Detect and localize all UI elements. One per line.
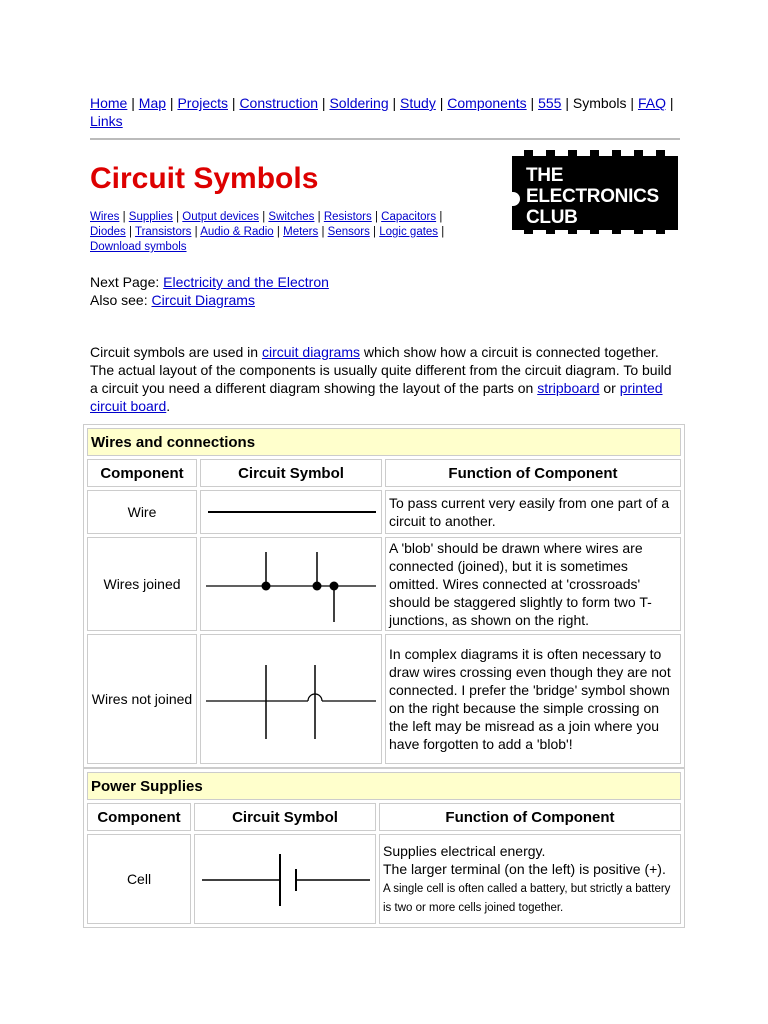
stripboard-link[interactable]: stripboard [537,380,600,396]
column-header-symbol: Circuit Symbol [194,803,376,831]
wires-connections-table [83,424,685,768]
subnav-link-download-symbols[interactable]: Download symbols [90,241,187,253]
nav-link-study[interactable]: Study [400,95,436,111]
intro-paragraph [90,343,680,415]
subnav-link-supplies[interactable]: Supplies [128,211,173,223]
chip-notch [512,192,520,206]
column-header-symbol: Circuit Symbol [200,459,382,487]
nav-link-faq[interactable]: FAQ [637,95,666,111]
subnav-link-transistors[interactable]: Transistors [134,226,192,238]
subnav-link-capacitors[interactable]: Capacitors [381,211,437,223]
divider [90,138,680,140]
next-page-block [90,273,680,309]
page-title: Circuit Symbols [90,162,319,195]
nav-link-construction[interactable]: Construction [239,95,319,111]
function-line: The larger terminal (on the left) is positive (+). [383,861,666,877]
function-text: In complex diagrams it is often necessary to draw wires crossing even though they are not connected. I prefer the 'bridge' symbol shown on the right because the simple crossing on the left may be misread as a join where you have forgotten to add a 'blob'! [385,634,681,764]
nav-link-home[interactable]: Home [90,95,128,111]
function-note: A single cell is often called a battery, but strictly a battery is two or more cells joined together. [383,883,671,914]
next-page-link[interactable]: Electricity and the Electron [163,274,329,290]
top-navigation: Home | Map | Projects | Construction | Soldering | Study | Components | 555 | Symbols | FAQ | Links [90,95,674,129]
wire-symbol-icon [200,490,382,534]
nav-link-soldering[interactable]: Soldering [329,95,389,111]
wires-joined-symbol-icon [200,537,382,631]
subnav-link-sensors[interactable]: Sensors [327,226,370,238]
table-row [87,537,681,631]
pcb-link[interactable]: printed circuit board [90,380,663,414]
also-see-link[interactable]: Circuit Diagrams [151,292,255,308]
section-navigation: Wires | Supplies | Output devices | Switches | Resistors | Capacitors | Diodes | Transistors | Audio & Radio | Meters | Sensors | Logic gates | Download symbols [90,211,445,253]
function-line: Supplies electrical energy. [383,843,546,859]
subnav-link-logic-gates[interactable]: Logic gates [379,226,439,238]
component-name: Wires not joined [87,634,197,764]
column-header-component: Component [87,459,197,487]
logo-text: THE ELECTRONICS CLUB [526,165,659,228]
table-row [87,834,681,924]
component-name: Wire [87,490,197,534]
function-text [379,834,681,924]
column-header-component: Component [87,803,191,831]
subnav-link-wires[interactable]: Wires [90,211,120,223]
chip-body [512,156,678,230]
power-supplies-table [83,768,685,928]
nav-link-components[interactable]: Components [447,95,527,111]
circuit-diagrams-link[interactable]: circuit diagrams [261,344,360,360]
column-header-function: Function of Component [385,459,681,487]
function-text: To pass current very easily from one part of a circuit to another. [385,490,681,534]
subnav-link-meters[interactable]: Meters [283,226,319,238]
next-page-label: Next Page: [90,274,160,290]
cell-symbol-icon [194,834,376,924]
section-title-power: Power Supplies [87,772,681,800]
subnav-link-audio-radio[interactable]: Audio & Radio [200,226,274,238]
table-row [87,634,681,764]
component-name: Wires joined [87,537,197,631]
section-title-wires: Wires and connections [87,428,681,456]
wires-not-joined-symbol-icon [200,634,382,764]
nav-link-links[interactable]: Links [90,113,123,129]
also-see-label: Also see: [90,292,148,308]
subnav-link-switches[interactable]: Switches [268,211,315,223]
intro-text: Circuit symbols are used in [90,344,262,360]
nav-current-symbols: Symbols [572,95,627,111]
nav-link-projects[interactable]: Projects [177,95,229,111]
intro-text: which show how a circuit is connected together. The actual layout of the components is usually quite different from the circuit diagram. To build a circuit you need a different diagram showing the layout of the parts on [90,344,672,396]
intro-text: . [166,398,171,414]
column-header-function: Function of Component [379,803,681,831]
intro-text: or [599,380,620,396]
electronics-club-logo[interactable] [512,150,678,234]
table-row [87,490,681,534]
function-text: A 'blob' should be drawn where wires are connected (joined), but it is sometimes omitted. Wires connected at 'crossroads' should be staggered slightly to form two T-junctions, as shown on the right. [385,537,681,631]
nav-link-map[interactable]: Map [138,95,167,111]
subnav-link-diodes[interactable]: Diodes [90,226,126,238]
subnav-link-output-devices[interactable]: Output devices [182,211,260,223]
nav-link-555[interactable]: 555 [538,95,562,111]
subnav-link-resistors[interactable]: Resistors [323,211,372,223]
component-name: Cell [87,834,191,924]
